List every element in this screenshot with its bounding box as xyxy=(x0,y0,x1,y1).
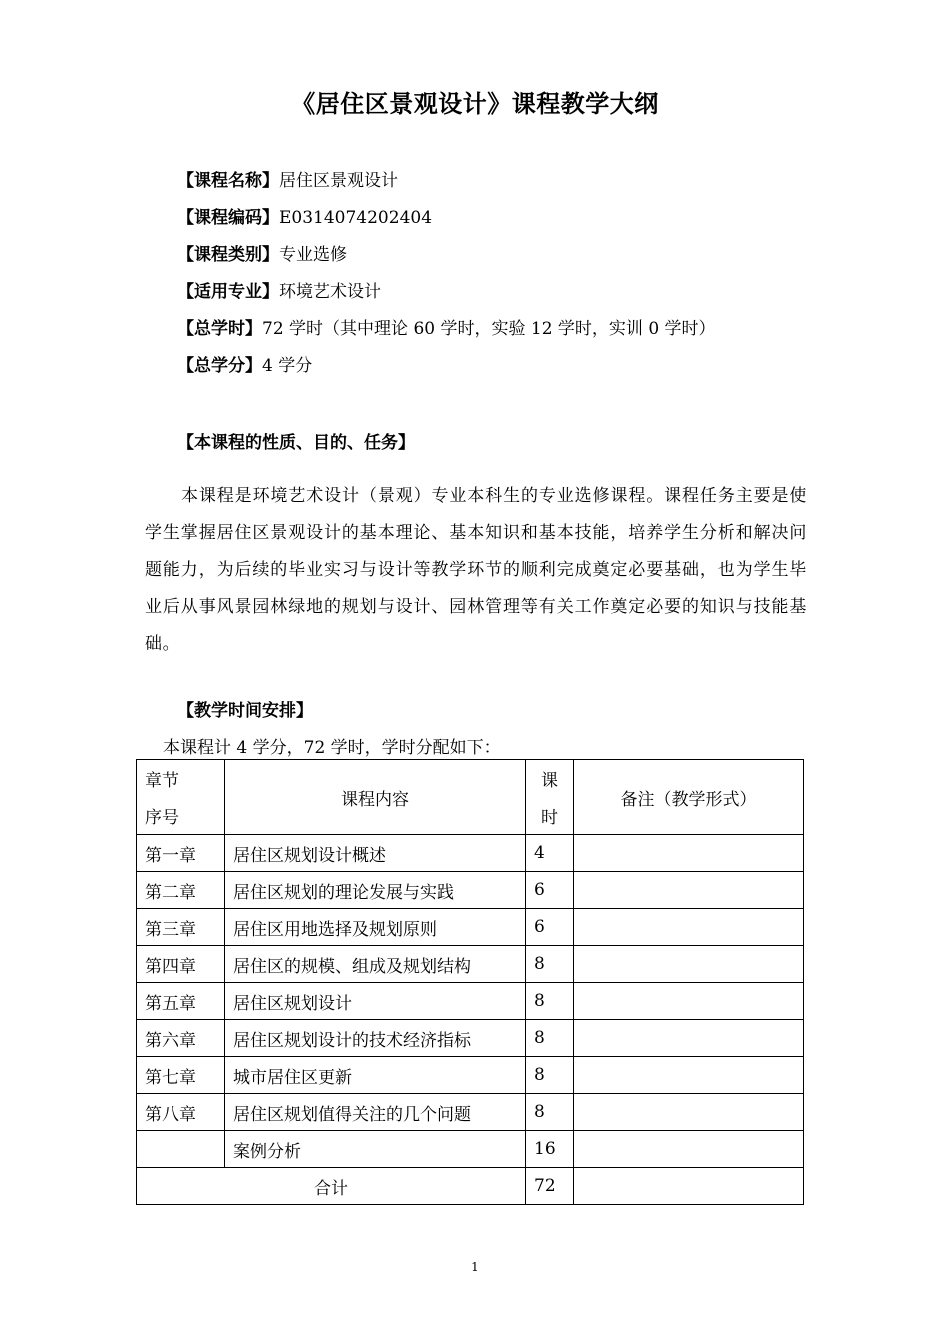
table-total-row xyxy=(137,1168,804,1205)
row-content: 居住区规划的理论发展与实践 xyxy=(225,872,526,909)
row-content: 居住区规划值得关注的几个问题 xyxy=(225,1094,526,1131)
row-chapter: 第三章 xyxy=(137,909,225,946)
table-row xyxy=(137,1057,804,1094)
row-hours: 8 xyxy=(526,983,574,1020)
header-notes: 备注（教学形式） xyxy=(574,760,804,835)
total-notes xyxy=(574,1168,804,1205)
row-chapter: 第一章 xyxy=(137,835,225,872)
row-chapter: 第五章 xyxy=(137,983,225,1020)
schedule-section-heading: 【教学时间安排】 xyxy=(177,701,313,721)
course-code-value: E0314074202404 xyxy=(279,208,433,228)
row-content: 城市居住区更新 xyxy=(225,1057,526,1094)
row-notes xyxy=(574,835,804,872)
total-hours-line xyxy=(177,318,716,340)
row-content: 居住区规划设计概述 xyxy=(225,835,526,872)
total-hours-key: 【总学时】 xyxy=(177,319,262,339)
course-name-value: 居住区景观设计 xyxy=(279,171,398,191)
table-row xyxy=(137,983,804,1020)
schedule-intro: 本课程计 4 学分，72 学时，学时分配如下： xyxy=(163,738,501,758)
row-notes xyxy=(574,1020,804,1057)
row-content: 居住区规划设计 xyxy=(225,983,526,1020)
header-hours-line2: 时 xyxy=(541,808,558,828)
header-content: 课程内容 xyxy=(225,760,526,835)
row-hours: 8 xyxy=(526,1094,574,1131)
course-category-value: 专业选修 xyxy=(279,245,347,265)
total-hours: 72 xyxy=(526,1168,574,1205)
table-row xyxy=(137,909,804,946)
applicable-major-value: 环境艺术设计 xyxy=(279,282,381,302)
row-chapter: 第四章 xyxy=(137,946,225,983)
total-credits-key: 【总学分】 xyxy=(177,356,262,376)
course-name-line xyxy=(177,170,398,192)
row-content: 居住区规划设计的技术经济指标 xyxy=(225,1020,526,1057)
row-chapter: 第八章 xyxy=(137,1094,225,1131)
header-hours-line1: 课 xyxy=(541,771,558,791)
header-chapter xyxy=(137,760,225,835)
row-chapter xyxy=(137,1131,225,1168)
row-chapter: 第七章 xyxy=(137,1057,225,1094)
page-title: 《居住区景观设计》课程教学大纲 xyxy=(291,90,659,118)
header-chapter-line2: 序号 xyxy=(145,808,179,828)
table-row xyxy=(137,835,804,872)
schedule-table xyxy=(136,759,804,1205)
table-row xyxy=(137,946,804,983)
nature-paragraph: 本课程是环境艺术设计（景观）专业本科生的专业选修课程。课程任务主要是使学生掌握居住区景观设计的基本理论、基本知识和基本技能，培养学生分析和解决问题能力，为后续的毕业实习与设计等教学环节的顺利完成奠定必要基础，也为学生毕业后从事风景园林绿地的规划与设计、园林管理等有关工作奠定必要的知识与技能基础。 xyxy=(145,486,807,654)
table-header-row xyxy=(137,760,804,835)
row-notes xyxy=(574,946,804,983)
table-row xyxy=(137,1094,804,1131)
applicable-major-key: 【适用专业】 xyxy=(177,282,279,302)
row-notes xyxy=(574,983,804,1020)
total-hours-value: 72 学时（其中理论 60 学时，实验 12 学时，实训 0 学时） xyxy=(262,319,716,339)
course-category-key: 【课程类别】 xyxy=(177,245,279,265)
page-number: 1 xyxy=(471,1260,479,1274)
header-chapter-line1: 章节 xyxy=(145,771,179,791)
row-notes xyxy=(574,909,804,946)
course-code-key: 【课程编码】 xyxy=(177,208,279,228)
total-credits-value: 4 学分 xyxy=(262,356,313,376)
row-hours: 4 xyxy=(526,835,574,872)
course-name-key: 【课程名称】 xyxy=(177,171,279,191)
row-notes xyxy=(574,1094,804,1131)
nature-section-heading: 【本课程的性质、目的、任务】 xyxy=(177,433,415,453)
applicable-major-line xyxy=(177,281,381,303)
row-notes xyxy=(574,1057,804,1094)
row-hours: 8 xyxy=(526,1020,574,1057)
row-chapter: 第二章 xyxy=(137,872,225,909)
row-hours: 16 xyxy=(526,1131,574,1168)
row-content: 居住区用地选择及规划原则 xyxy=(225,909,526,946)
table-row xyxy=(137,1131,804,1168)
row-notes xyxy=(574,872,804,909)
row-notes xyxy=(574,1131,804,1168)
row-hours: 6 xyxy=(526,872,574,909)
table-row xyxy=(137,1020,804,1057)
course-category-line xyxy=(177,244,347,266)
row-content: 居住区的规模、组成及规划结构 xyxy=(225,946,526,983)
course-code-line xyxy=(177,207,432,229)
row-content: 案例分析 xyxy=(225,1131,526,1168)
total-label: 合计 xyxy=(137,1168,526,1205)
row-hours: 8 xyxy=(526,1057,574,1094)
row-hours: 8 xyxy=(526,946,574,983)
header-hours xyxy=(526,760,574,835)
row-chapter: 第六章 xyxy=(137,1020,225,1057)
table-row xyxy=(137,872,804,909)
total-credits-line xyxy=(177,355,312,377)
row-hours: 6 xyxy=(526,909,574,946)
